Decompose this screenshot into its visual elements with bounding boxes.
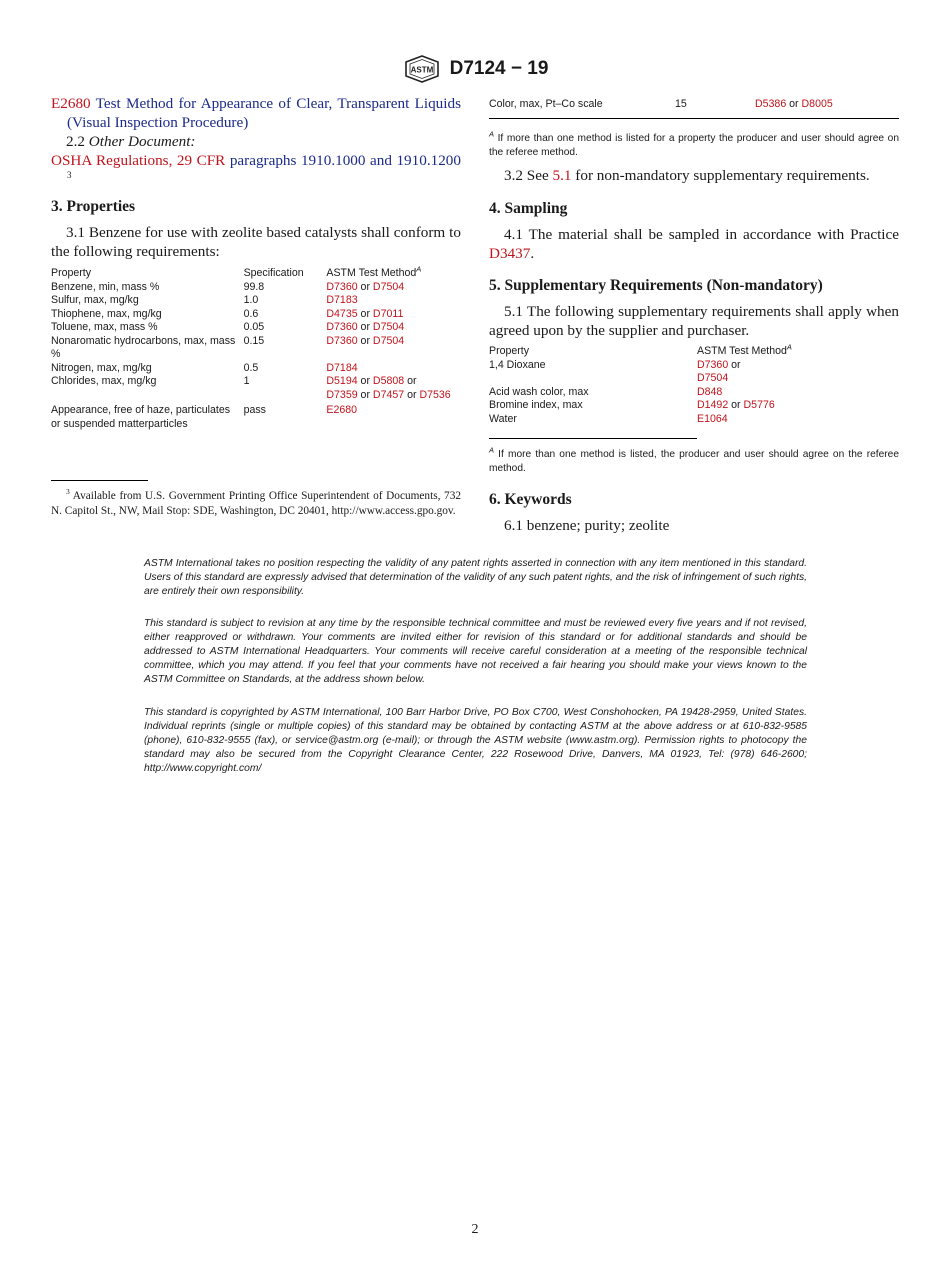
properties-table: [51, 264, 461, 431]
link-e1064[interactable]: E1064: [697, 412, 728, 425]
table-2-footnote-text: If more than one method is listed, the producer and user should agree on the referee method.: [489, 449, 899, 474]
header-property: Property: [51, 267, 92, 279]
link-d7183[interactable]: D7183: [326, 294, 358, 306]
patent-notice: ASTM International takes no position respecting the validity of any patent rights asserted in connection with any item mentioned in this standard. Users of this standard are expressly advised that determination of the validity of any such patent rights, and the risk of infringement of such rights, are entirely their own responsibility.: [144, 558, 807, 597]
row-specification: pass: [243, 404, 266, 416]
method-separator: or: [404, 375, 417, 387]
section-2-2: [51, 132, 461, 151]
section-2-2-number: 2.2: [66, 133, 85, 150]
header-property: Property: [489, 345, 530, 357]
link-e2680[interactable]: E2680: [326, 404, 358, 416]
table-row: [489, 386, 899, 400]
method-separator: or: [357, 307, 373, 320]
osha-paragraphs: paragraphs 1910.1000 and 1910.1200: [229, 152, 461, 169]
method-separator: or: [357, 375, 373, 387]
row-method: [326, 375, 461, 402]
link-d7504[interactable]: D7504: [372, 280, 405, 293]
footnote-divider: [51, 480, 148, 481]
row-specification: 0.5: [243, 361, 259, 374]
table-row: [489, 399, 899, 413]
row-specification: 0.05: [243, 321, 265, 333]
astm-logo-icon: [402, 54, 442, 84]
section-6-title: 6. Keywords: [489, 491, 572, 508]
color-row: [489, 98, 899, 112]
link-d7011[interactable]: D7011: [372, 307, 404, 320]
table-row: [51, 402, 461, 431]
link-d5194[interactable]: D5194: [326, 375, 358, 387]
section-5-1-text: 5.1 The following supplementary requirements shall apply when agreed upon by the supplier and purchaser.: [489, 303, 899, 339]
link-section-5-1[interactable]: 5.1: [552, 167, 572, 184]
method-separator: or: [357, 334, 373, 347]
row-property: Sulfur, max, mg/kg: [51, 294, 139, 306]
table-row: [51, 321, 461, 335]
document-number: D7124 − 19: [449, 58, 549, 79]
section-4-title: 4. Sampling: [489, 200, 568, 217]
table-1-footnote: [489, 129, 899, 160]
row-property: Chlorides, max, mg/kg: [51, 375, 157, 387]
link-d5386[interactable]: D5386: [755, 98, 787, 110]
link-d5808[interactable]: D5808: [372, 375, 405, 387]
row-method: D7360 or D7504: [697, 358, 741, 384]
link-d7360[interactable]: D7360: [326, 321, 358, 333]
revision-notice: This standard is subject to revision at any time by the responsible technical committee and must be reviewed every five years and if not revised, either reapproved or withdrawn. Your comments are invited either for revision of this standard or for additional standards and should be addressed to ASTM International Headquarters. Your comments will receive careful consideration at a meeting of the responsible technical committee, which you may attend. If you feel that your comments have not received a fair hearing you should make your views known to the ASTM Committee on Standards, at the address shown below.: [144, 618, 807, 685]
section-4-1: 4.1 The material shall be sampled in accordance with Practice D3437.: [489, 226, 899, 262]
link-d8005[interactable]: D8005: [801, 98, 833, 110]
supplementary-table: [489, 342, 899, 426]
row-property: Appearance, free of haze, particulates or suspended matterparticles: [51, 404, 231, 430]
table-row: [489, 359, 899, 386]
row-property: Thiophene, max, mg/kg: [51, 307, 162, 320]
link-d7504[interactable]: D7504: [372, 321, 405, 333]
method-separator: or: [357, 280, 373, 293]
row-method: [326, 362, 461, 376]
row-property: Benzene, min, mass %: [51, 280, 160, 293]
copyright-notice: This standard is copyrighted by ASTM International, 100 Barr Harbor Drive, PO Box C700, West Conshohocken, PA 19428-2959, United States. Individual reprints (single or multiple copies) of this standard may be obtained by contacting ASTM at the above address or at 610-832-9585 (phone), 610-832-9555 (fax), or service@astm.org (e-mail); or through the ASTM website (www.astm.org). Permission rights to photocopy the standard may also be secured from the Copyright Clearance Center, 222 Rosewood Drive, Danvers, MA 01923, Tel: (978) 646-2600; http://www.copyright.com/: [144, 707, 807, 774]
color-property: Color, max, Pt–Co scale: [489, 98, 603, 110]
footnote-3-marker: 3: [67, 169, 72, 180]
link-d7360[interactable]: D7360: [326, 334, 358, 347]
row-property: Toluene, max, mass %: [51, 321, 158, 333]
svg-text:ASTM: ASTM: [410, 65, 433, 75]
link-d7360[interactable]: D7360: [326, 280, 358, 293]
method-separator: or: [404, 388, 420, 401]
table-1-bottom-rule: [489, 118, 899, 119]
row-method: [326, 294, 461, 308]
table-2-footnote: [489, 445, 899, 476]
footnote-3: [51, 489, 461, 519]
method-separator: or: [357, 388, 373, 401]
row-property: Water: [489, 412, 517, 425]
link-d7536[interactable]: D7536: [419, 388, 451, 401]
header-specification: Specification: [243, 267, 304, 279]
link-d7504[interactable]: D7504: [372, 334, 405, 347]
reference-osha: [51, 151, 461, 189]
link-d7360[interactable]: D7360: [697, 358, 729, 371]
method-separator: or: [357, 321, 373, 333]
table-row: [489, 413, 899, 427]
e2680-title: Test Method for Appearance of Clear, Transparent Liquids (Visual Inspection Procedure): [67, 95, 461, 131]
row-specification: 1: [243, 375, 250, 387]
supplementary-table-header: [489, 345, 899, 359]
row-method: [326, 308, 461, 322]
section-3-2: 3.2 See 5.1 for non-mandatory supplementary requirements.: [504, 167, 870, 184]
color-method: D5386 or D8005: [755, 98, 833, 110]
table-row: [51, 335, 461, 362]
row-method: [326, 321, 461, 335]
row-property: 1,4 Dioxane: [489, 358, 546, 371]
row-method: [697, 413, 899, 427]
link-osha[interactable]: OSHA Regulations, 29 CFR: [51, 152, 226, 169]
section-5-title: 5. Supplementary Requirements (Non-mandatory): [489, 277, 823, 294]
table-1-footnote-text: If more than one method is listed for a property the producer and user should agree on the referee method.: [489, 133, 899, 158]
section-2-2-title: Other Document:: [88, 133, 196, 150]
row-specification: 0.15: [243, 334, 265, 347]
row-method: [326, 281, 461, 295]
section-3-1-text: 3.1 Benzene for use with zeolite based catalysts shall conform to the following requirements:: [51, 224, 461, 260]
section-6-1-text: 6.1 benzene; purity; zeolite: [504, 517, 670, 534]
row-specification: 0.6: [243, 307, 259, 320]
row-property: Nitrogen, max, mg/kg: [51, 361, 152, 374]
row-specification: 1.0: [243, 294, 259, 306]
link-e2680[interactable]: E2680: [51, 95, 91, 112]
table-2-bottom-rule: [489, 438, 697, 439]
link-d7184[interactable]: D7184: [326, 361, 358, 374]
table-row: [51, 362, 461, 376]
table-row: [51, 375, 461, 402]
reference-e2680: [51, 94, 461, 132]
link-d5776[interactable]: D5776: [743, 399, 775, 411]
link-d3437[interactable]: D3437: [489, 245, 531, 262]
link-d848[interactable]: D848: [697, 385, 723, 398]
row-property: Acid wash color, max: [489, 385, 589, 398]
row-method: [326, 402, 461, 431]
table-1-footnote-marker: A: [489, 129, 495, 139]
link-d7457[interactable]: D7457: [372, 388, 405, 401]
row-method: D1492 or D5776: [697, 399, 775, 411]
section-3-title: 3. Properties: [51, 198, 136, 215]
table-row: [51, 308, 461, 322]
color-spec: 15: [675, 98, 687, 110]
row-property: Bromine index, max: [489, 399, 583, 411]
properties-table-header: [51, 267, 461, 281]
header-method: ASTM Test Method$^A$: [697, 342, 792, 357]
table-row: [51, 281, 461, 295]
link-d7504[interactable]: D7504: [697, 372, 729, 384]
row-specification: 99.8: [243, 280, 265, 293]
table-2-footnote-marker: A: [489, 445, 495, 455]
row-method: [697, 386, 899, 400]
table-row: [51, 294, 461, 308]
link-d4735[interactable]: D4735: [326, 307, 358, 320]
footnote-3-text: Available from U.S. Government Printing Office Superintendent of Documents, 732 N. Capitol St., NW, Mail Stop: SDE, Washington, DC 20401, http://www.access.gpo.gov.: [51, 490, 461, 517]
row-property: Nonaromatic hydrocarbons, max, mass %: [51, 334, 236, 360]
link-d7359[interactable]: D7359: [326, 388, 358, 401]
row-method: [326, 335, 461, 362]
page-number: 2: [471, 1222, 479, 1237]
link-d1492[interactable]: D1492: [697, 399, 729, 411]
footnote-3-number: 3: [66, 487, 70, 497]
header-method: ASTM Test Method$^A$: [326, 264, 422, 279]
page-header: [0, 54, 950, 84]
